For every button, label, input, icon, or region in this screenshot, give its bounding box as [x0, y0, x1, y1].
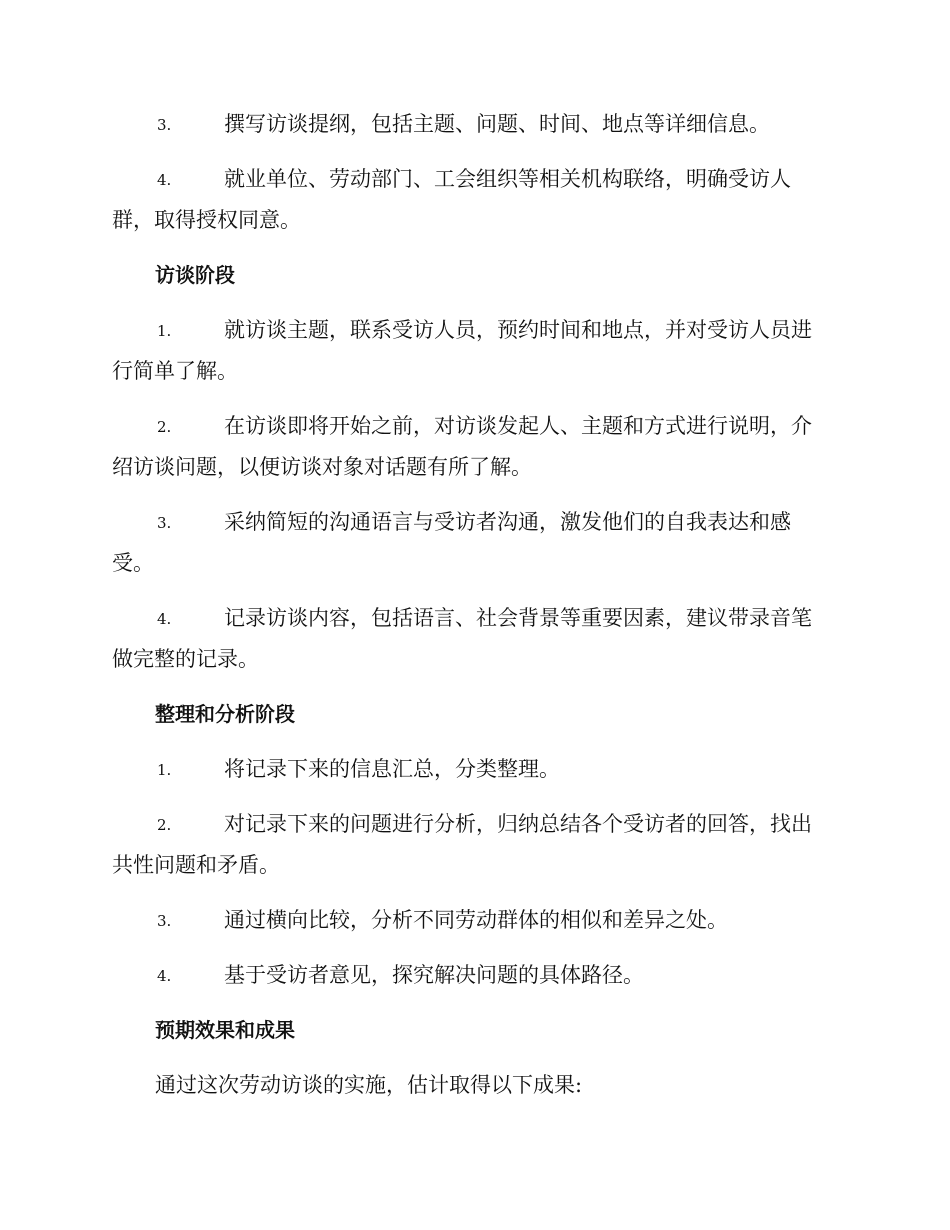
- list-item: [112, 502, 832, 584]
- list-item: [112, 955, 832, 996]
- preparation-list: [112, 104, 832, 241]
- list-item: [112, 104, 832, 145]
- list-number: 3.: [157, 912, 172, 930]
- list-number: 4.: [157, 171, 172, 189]
- section-heading-analysis: 整理和分析阶段: [155, 702, 295, 726]
- section-heading-outcomes: 预期效果和成果: [155, 1018, 295, 1042]
- list-item: [112, 598, 832, 680]
- list-item: [112, 159, 832, 241]
- list-item: [112, 900, 832, 941]
- list-item: [112, 310, 832, 392]
- list-text: 在访谈即将开始之前，对访谈发起人、主题和方式进行说明，介绍访谈问题，以便访谈对象对话题有所了解。: [112, 414, 812, 479]
- list-text: 基于受访者意见，探究解决问题的具体路径。: [224, 963, 644, 987]
- list-text: 通过横向比较，分析不同劳动群体的相似和差异之处。: [224, 908, 728, 932]
- outcomes-intro-paragraph: 通过这次劳动访谈的实施，估计取得以下成果:: [155, 1073, 583, 1097]
- list-text: 采纳简短的沟通语言与受访者沟通，激发他们的自我表达和感受。: [112, 510, 791, 575]
- list-number: 1.: [157, 322, 172, 340]
- section-heading-interview: 访谈阶段: [155, 263, 235, 287]
- list-item: [112, 804, 832, 886]
- list-item: [112, 749, 832, 790]
- list-number: 2.: [157, 418, 172, 436]
- list-text: 就业单位、劳动部门、工会组织等相关机构联络，明确受访人群，取得授权同意。: [112, 167, 791, 232]
- list-number: 4.: [157, 967, 172, 985]
- list-text: 对记录下来的问题进行分析，归纳总结各个受访者的回答，找出共性问题和矛盾。: [112, 812, 812, 877]
- analysis-list: [112, 749, 832, 996]
- list-number: 3.: [157, 514, 172, 532]
- list-number: 4.: [157, 610, 172, 628]
- list-text: 记录访谈内容，包括语言、社会背景等重要因素，建议带录音笔做完整的记录。: [112, 606, 812, 671]
- list-text: 撰写访谈提纲，包括主题、问题、时间、地点等详细信息。: [224, 112, 770, 136]
- interview-list: [112, 310, 832, 680]
- list-number: 1.: [157, 761, 172, 779]
- list-number: 3.: [157, 116, 172, 134]
- list-text: 将记录下来的信息汇总，分类整理。: [224, 757, 560, 781]
- list-text: 就访谈主题，联系受访人员，预约时间和地点，并对受访人员进行简单了解。: [112, 318, 812, 383]
- list-number: 2.: [157, 816, 172, 834]
- list-item: [112, 406, 832, 488]
